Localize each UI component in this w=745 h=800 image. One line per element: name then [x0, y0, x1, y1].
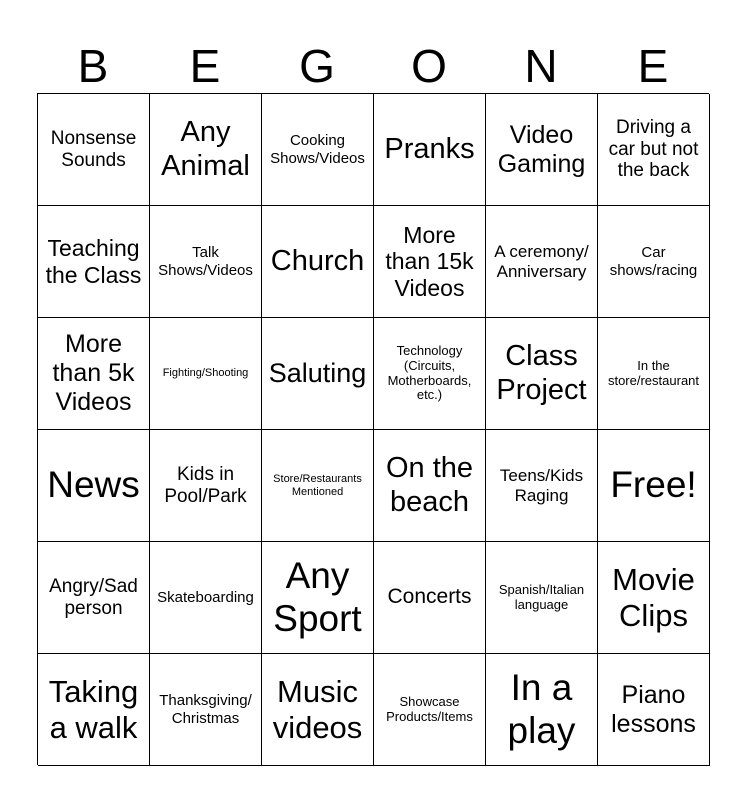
cell-text: A ceremony/ Anniversary — [494, 241, 589, 281]
cell-text: On the beach — [385, 452, 474, 518]
bingo-cell[interactable] — [262, 206, 374, 318]
bingo-cell[interactable] — [150, 94, 262, 206]
cell-text: Teens/Kids Raging — [499, 465, 584, 505]
bingo-cell[interactable] — [150, 430, 262, 542]
header-letter-b: B — [77, 40, 109, 92]
bingo-cell[interactable] — [598, 542, 710, 654]
cell-text: Class Project — [496, 340, 587, 406]
cell-text: Any Animal — [161, 116, 250, 182]
cell-text: Store/Restaurants Mentioned — [273, 472, 362, 498]
bingo-cell[interactable] — [486, 430, 598, 542]
cell-text: Fighting/Shooting — [162, 367, 249, 380]
cell-text: In the store/restaurant — [607, 357, 700, 388]
header-letter-g: G — [299, 40, 335, 92]
bingo-cell[interactable] — [38, 542, 150, 654]
cell-text: Showcase Products/Items — [386, 693, 473, 724]
cell-text: Church — [270, 244, 365, 277]
bingo-cell[interactable] — [150, 318, 262, 430]
bingo-cell[interactable] — [486, 94, 598, 206]
cell-text: News — [47, 464, 140, 506]
cell-text: More than 5k Videos — [52, 330, 135, 416]
bingo-cell[interactable] — [598, 94, 710, 206]
bingo-cell[interactable] — [150, 206, 262, 318]
bingo-cell[interactable] — [38, 654, 150, 766]
header-letter-e2: E — [637, 40, 669, 92]
cell-text: In a play — [507, 666, 576, 751]
bingo-cell[interactable] — [374, 206, 486, 318]
cell-text: Video Gaming — [497, 120, 586, 178]
bingo-cell[interactable] — [150, 542, 262, 654]
bingo-cell[interactable] — [374, 430, 486, 542]
cell-text: Angry/Sad person — [49, 575, 138, 619]
bingo-cell[interactable] — [598, 318, 710, 430]
bingo-cell[interactable] — [262, 430, 374, 542]
cell-text: Spanish/Italian language — [498, 581, 585, 612]
cell-text: Music videos — [272, 673, 363, 745]
bingo-cell[interactable] — [262, 94, 374, 206]
bingo-cell[interactable] — [374, 318, 486, 430]
cell-text: Nonsense Sounds — [50, 127, 137, 171]
bingo-cell[interactable] — [486, 206, 598, 318]
cell-text: Kids in Pool/Park — [164, 463, 247, 507]
bingo-cell[interactable] — [598, 206, 710, 318]
cell-text: Concerts — [387, 585, 472, 609]
bingo-cell[interactable] — [374, 94, 486, 206]
bingo-cell[interactable] — [262, 654, 374, 766]
bingo-cell[interactable] — [262, 318, 374, 430]
header-letter-e: E — [189, 40, 221, 92]
bingo-cell[interactable] — [38, 94, 150, 206]
bingo-cell[interactable] — [486, 318, 598, 430]
header-letter-n: N — [524, 40, 558, 92]
bingo-cell[interactable] — [38, 206, 150, 318]
cell-text: Skateboarding — [157, 588, 254, 606]
bingo-cell[interactable] — [598, 654, 710, 766]
cell-text: Teaching the Class — [45, 235, 142, 288]
cell-text: Pranks — [384, 132, 475, 165]
cell-text: Any Sport — [273, 554, 362, 639]
bingo-cell[interactable] — [598, 430, 710, 542]
cell-text: Talk Shows/Videos — [158, 244, 253, 279]
cell-text: Technology (Circuits, Motherboards, etc.) — [387, 342, 472, 403]
cell-text: Free! — [610, 464, 697, 506]
cell-text: Saluting — [268, 357, 367, 388]
cell-text: Taking a walk — [48, 673, 139, 745]
bingo-cell[interactable] — [38, 318, 150, 430]
bingo-cell[interactable] — [374, 654, 486, 766]
bingo-header — [37, 38, 709, 94]
cell-text: Driving a car but not the back — [608, 116, 699, 182]
bingo-cell[interactable] — [262, 542, 374, 654]
cell-text: Cooking Shows/Videos — [270, 132, 365, 167]
bingo-cell[interactable] — [374, 542, 486, 654]
cell-text: Movie Clips — [612, 561, 695, 633]
cell-text: Thanksgiving/ Christmas — [159, 692, 252, 727]
bingo-board — [37, 93, 709, 765]
cell-text: Piano lessons — [611, 680, 696, 738]
bingo-cell[interactable] — [486, 542, 598, 654]
cell-text: More than 15k Videos — [385, 221, 474, 301]
header-letter-o: O — [411, 40, 447, 92]
bingo-cell[interactable] — [150, 654, 262, 766]
bingo-cell[interactable] — [38, 430, 150, 542]
cell-text: Car shows/racing — [609, 244, 698, 279]
bingo-cell[interactable] — [486, 654, 598, 766]
